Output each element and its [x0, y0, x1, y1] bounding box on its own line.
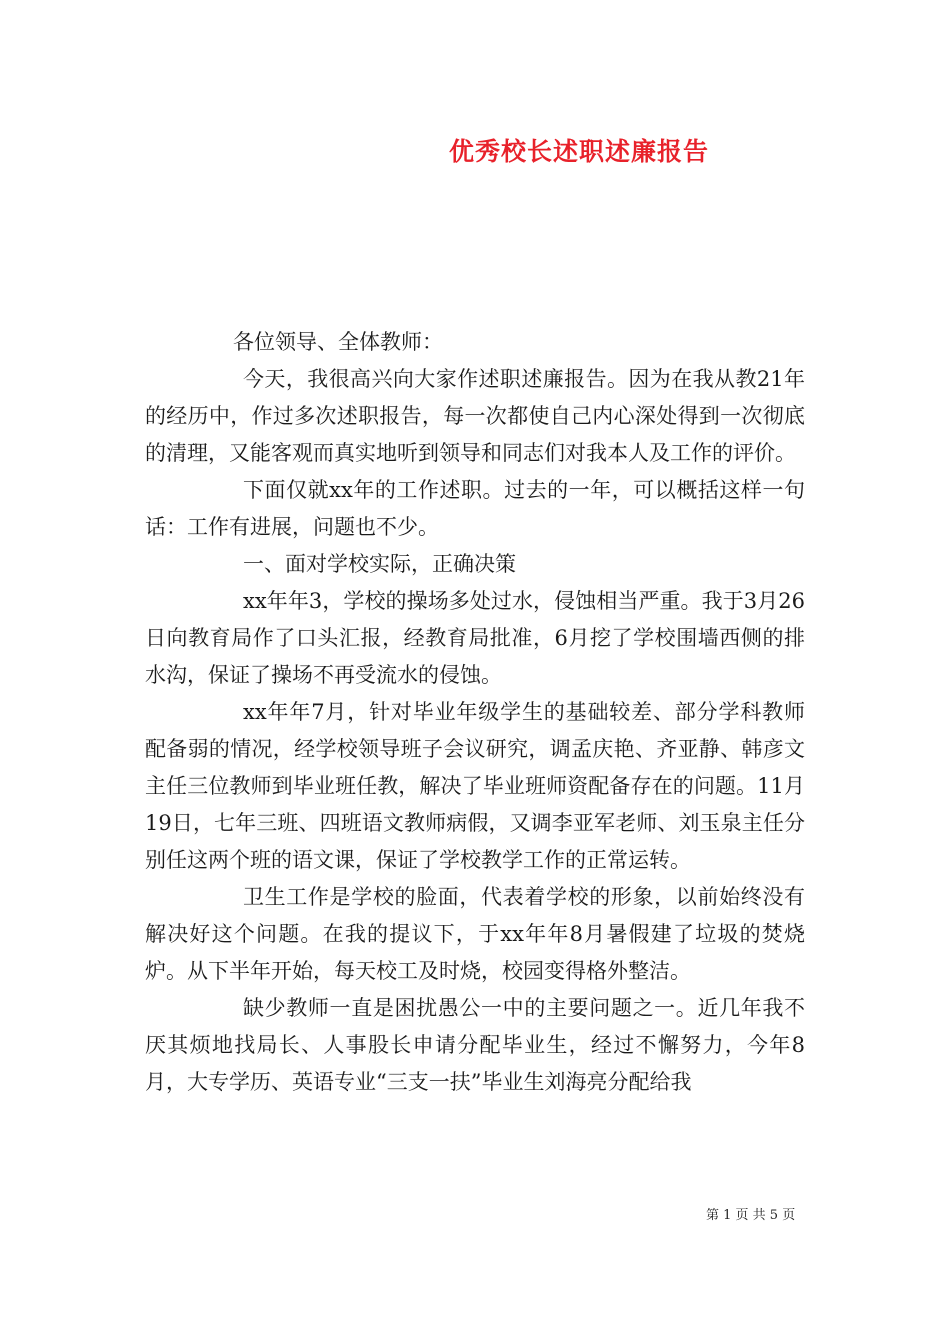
paragraph-summary: 下面仅就xx年的工作述职。过去的一年，可以概括这样一句话：工作有进展，问题也不少。: [145, 478, 805, 539]
document-body: [145, 324, 805, 1101]
salutation: 各位领导、全体教师：: [233, 330, 443, 354]
paragraph-teacher-shortage: 缺少教师一直是困扰愚公一中的主要问题之一。近几年我不厌其烦地找局长、人事股长申请分配毕业生，经过不懈努力，今年8月，大专学历、英语专业“三支一扶”毕业生刘海亮分配给我: [145, 996, 805, 1094]
section-heading-1: 一、面对学校实际，正确决策: [243, 552, 516, 576]
paragraph-hygiene: 卫生工作是学校的脸面，代表着学校的形象，以前始终没有解决好这个问题。在我的提议下，于xx年年8月暑假建了垃圾的焚烧炉。从下半年开始，每天校工及时烧，校园变得格外整洁。: [145, 885, 805, 983]
paragraph-intro: 今天，我很高兴向大家作述职述廉报告。因为在我从教21年的经历中，作过多次述职报告，每一次都使自己内心深处得到一次彻底的清理，又能客观而真实地听到领导和同志们对我本人及工作的评价。: [145, 367, 805, 465]
paragraph-playground: xx年年3，学校的操场多处过水，侵蚀相当严重。我于3月26日向教育局作了口头汇报，经教育局批准，6月挖了学校围墙西侧的排水沟，保证了操场不再受流水的侵蚀。: [145, 589, 805, 687]
page-number: 第 1 页 共 5 页: [706, 1208, 796, 1223]
paragraph-staffing: xx年年7月，针对毕业年级学生的基础较差、部分学科教师配备弱的情况，经学校领导班子会议研究，调孟庆艳、齐亚静、韩彦文主任三位教师到毕业班任教，解决了毕业班师资配备存在的问题。11月19日，七年三班、四班语文教师病假，又调李亚军老师、刘玉泉主任分别任这两个班的语文课，保证了学校教学工作的正常运转。: [145, 700, 805, 872]
document-title: 优秀校长述职述廉报告: [449, 137, 710, 166]
